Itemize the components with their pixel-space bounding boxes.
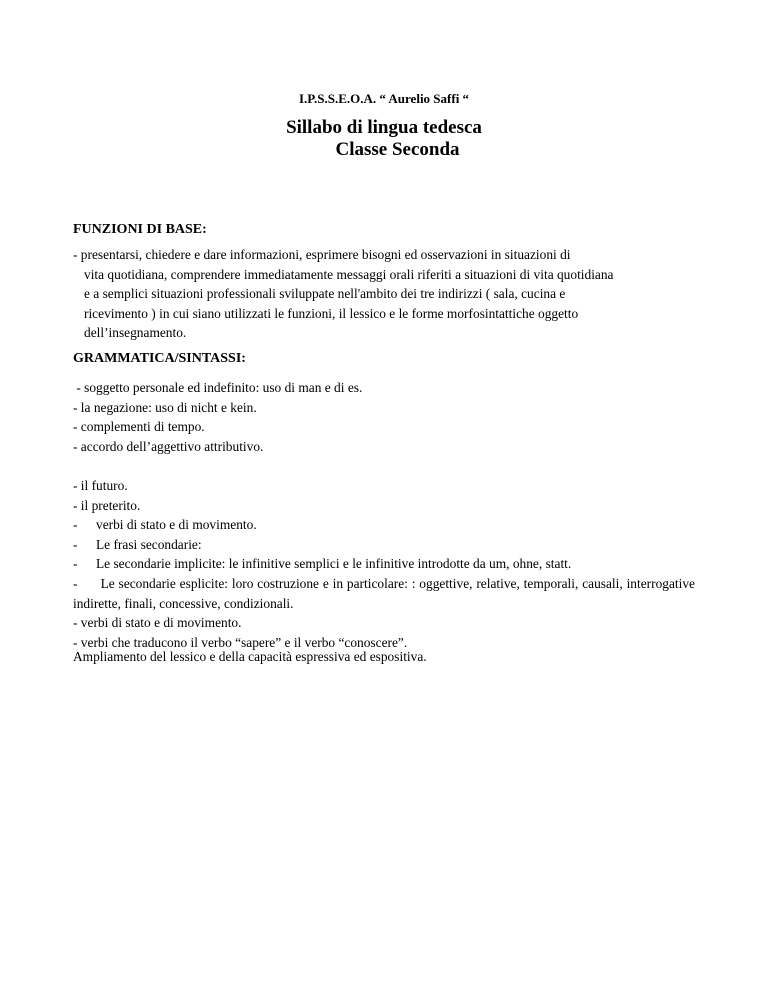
- dash-bullet: -: [73, 536, 78, 552]
- list-item: - verbi che traducono il verbo “sapere” e il verbo “conoscere”.: [73, 634, 408, 650]
- list-item: - il preterito.: [73, 497, 141, 513]
- funzioni-line-2: vita quotidiana, comprendere immediatamente messaggi orali riferiti a situazioni di vita quotidiana: [84, 266, 614, 282]
- funzioni-line-4: ricevimento ) in cui siano utilizzati le funzioni, il lessico e le forme morfosintattiche oggetto: [84, 305, 579, 321]
- funzioni-line-5: dell’insegnamento.: [84, 325, 187, 341]
- list-item-text: Le secondarie implicite: le infinitive semplici e le infinitive introdotte da um, ohne, statt.: [96, 556, 572, 572]
- dash-bullet: -: [73, 556, 78, 572]
- grammatica-list-1: [73, 378, 695, 456]
- list-item: - complementi di tempo.: [73, 419, 205, 435]
- list-item: - Le secondarie esplicite: loro costruzione e in particolare: : oggettive, relative, temporali, causali, interrogative indirette, finali, concessive, condizionali.: [73, 575, 699, 611]
- grammatica-list-2: [73, 476, 699, 652]
- list-item: [73, 554, 695, 574]
- list-item: - verbi di stato e di movimento.: [73, 615, 242, 631]
- list-item: [73, 535, 695, 555]
- heading-funzioni: FUNZIONI DI BASE:: [73, 222, 207, 237]
- list-item: - il futuro.: [73, 478, 128, 493]
- title-line-1: Sillabo di lingua tedesca: [286, 117, 482, 138]
- list-item: - la negazione: uso di nicht e kein.: [73, 399, 257, 415]
- list-item: - accordo dell’aggettivo attributivo.: [73, 438, 264, 454]
- document-title: [0, 117, 768, 161]
- list-item-text: Le frasi secondarie:: [96, 536, 202, 552]
- list-item: - soggetto personale ed indefinito: uso di man e di es.: [73, 380, 363, 395]
- funzioni-paragraph: [73, 245, 695, 343]
- closing-sentence: Ampliamento del lessico e della capacità espressiva ed espositiva.: [73, 649, 427, 664]
- title-line-2: Classe Seconda: [335, 139, 460, 160]
- school-name: I.P.S.S.E.O.A. “ Aurelio Saffi “: [298, 91, 470, 106]
- funzioni-line-3: e a semplici situazioni professionali sviluppate nell'ambito dei tre indirizzi ( sala, cucina e: [84, 286, 566, 302]
- dash-bullet: -: [73, 517, 78, 533]
- heading-grammatica: GRAMMATICA/SINTASSI:: [73, 351, 246, 366]
- funzioni-line-1: - presentarsi, chiedere e dare informazioni, esprimere bisogni ed osservazioni in situazioni di: [73, 247, 571, 262]
- list-item-text: verbi di stato e di movimento.: [96, 517, 257, 533]
- list-item: [73, 515, 695, 535]
